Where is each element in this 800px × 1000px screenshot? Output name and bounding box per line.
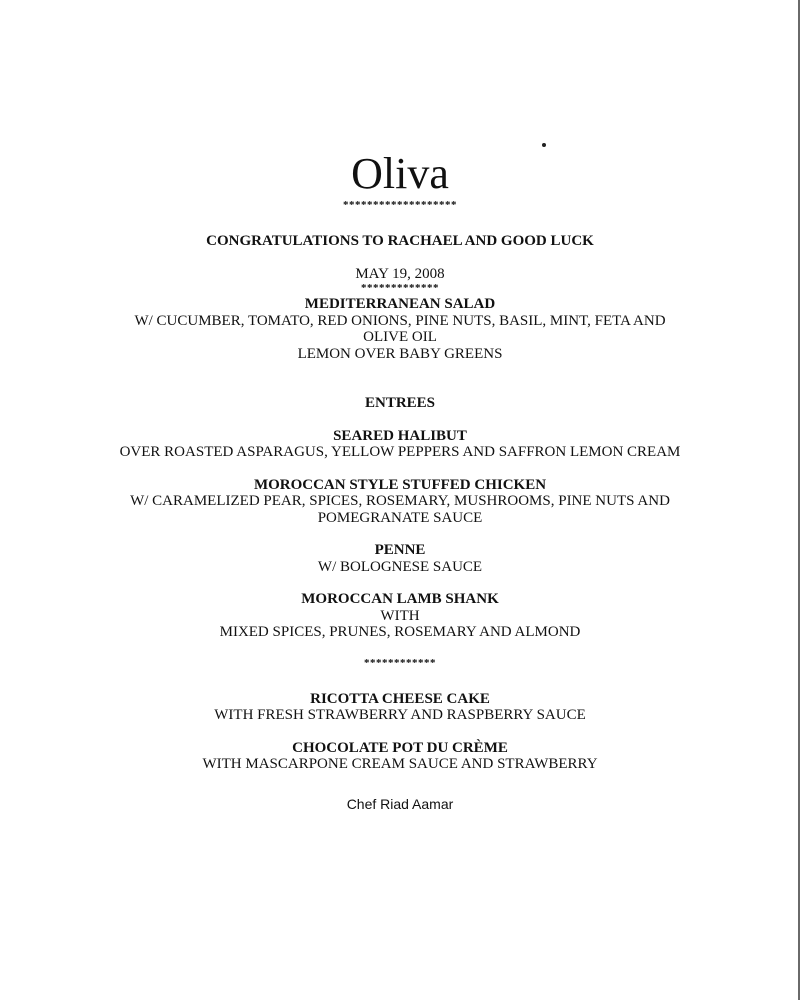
dedication-line: CONGRATULATIONS TO RACHAEL AND GOOD LUCK (206, 233, 594, 249)
event-date: MAY 19, 2008 (355, 265, 445, 282)
salad-name: MEDITERRANEAN SALAD (304, 296, 496, 312)
entree-description-line-1: W/ BOLOGNESE SAUCE (317, 558, 483, 575)
dessert-name: RICOTTA CHEESE CAKE (310, 690, 490, 707)
salad-description-line-3: LEMON OVER BABY GREENS (297, 345, 503, 362)
salad-description-line-2: OLIVE OIL (363, 329, 437, 345)
menu-document (0, 150, 800, 812)
dessert-name: CHOCOLATE POT DU CRÈME (292, 739, 508, 756)
chef-signature: Chef Riad Aamar (346, 795, 454, 812)
entrees-heading: ENTREES (364, 395, 436, 411)
entree-name: SEARED HALIBUT (333, 427, 467, 444)
dessert-description-line-1: WITH FRESH STRAWBERRY AND RASPBERRY SAUCE (214, 707, 586, 723)
entree-name: PENNE (374, 542, 426, 558)
entree-description-line-1: WITH (380, 607, 420, 624)
title-divider-stars: ******************* (343, 199, 457, 211)
dessert-divider-stars: ************ (364, 656, 436, 669)
scan-dust-speck (542, 143, 546, 147)
dessert-description-line-1: WITH MASCARPONE CREAM SAUCE AND STRAWBERRY (202, 756, 598, 772)
entree-name: MOROCCAN LAMB SHANK (301, 591, 499, 607)
date-divider-stars: ************* (361, 282, 439, 294)
entree-description-line-2: POMEGRANATE SAUCE (317, 509, 483, 526)
restaurant-name: Oliva (351, 149, 449, 198)
salad-description-line-1: W/ CUCUMBER, TOMATO, RED ONIONS, PINE NUTS, BASIL, MINT, FETA AND (134, 312, 666, 329)
entree-name: MOROCCAN STYLE STUFFED CHICKEN (253, 476, 547, 493)
entree-description-line-1: W/ CARAMELIZED PEAR, SPICES, ROSEMARY, MUSHROOMS, PINE NUTS AND (130, 493, 670, 509)
entree-description-line-2: MIXED SPICES, PRUNES, ROSEMARY AND ALMOND (219, 624, 581, 640)
entree-description-line-1: OVER ROASTED ASPARAGUS, YELLOW PEPPERS AND SAFFRON LEMON CREAM (119, 444, 681, 460)
